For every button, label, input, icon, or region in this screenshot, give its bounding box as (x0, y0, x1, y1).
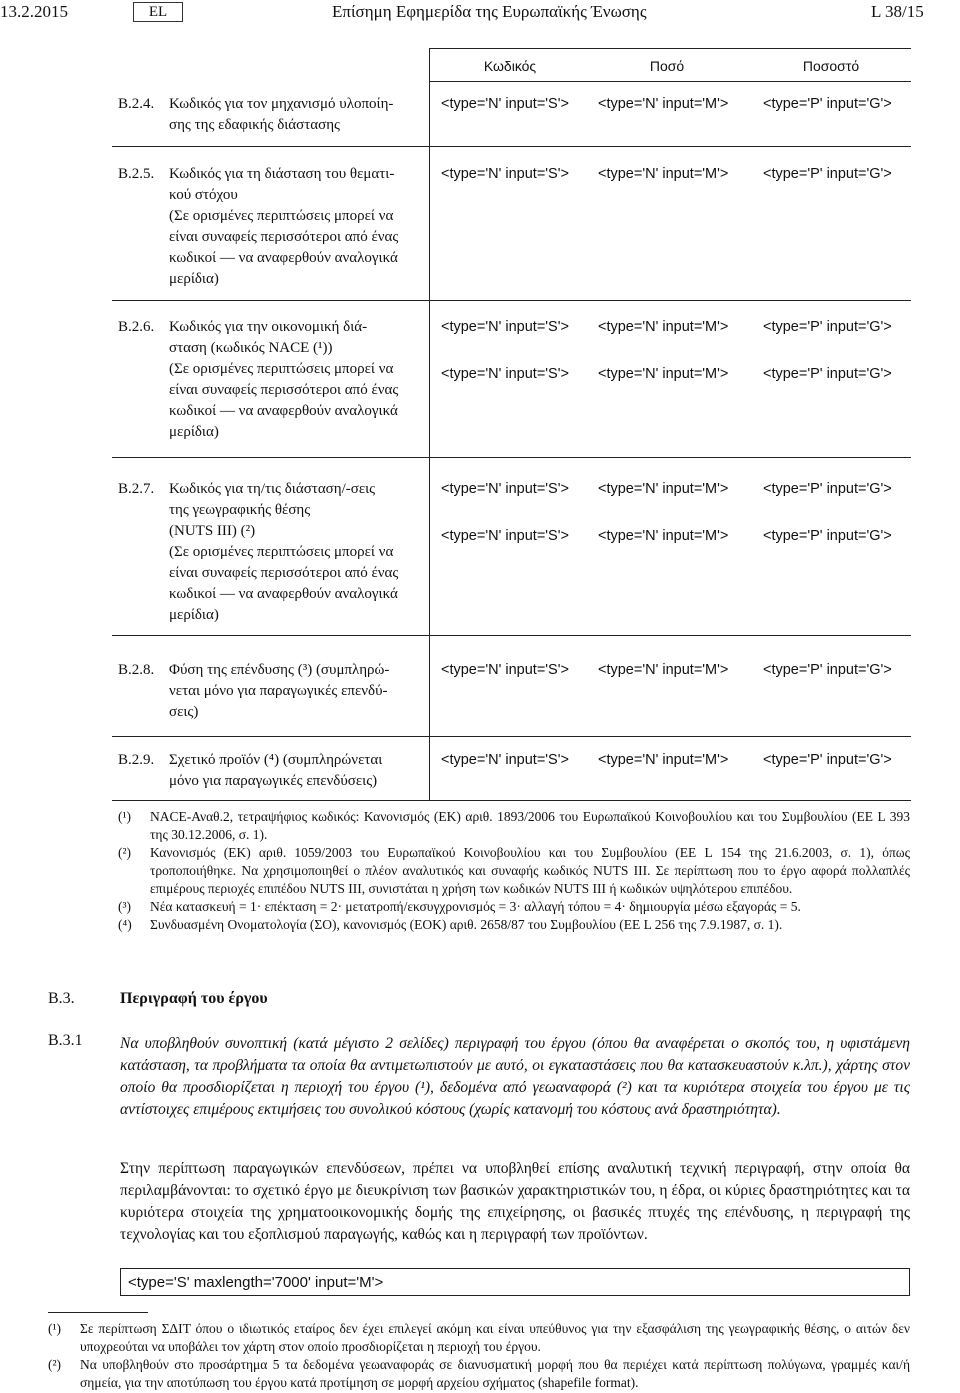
percentage-input[interactable]: <type='P' input='G'> (763, 319, 892, 335)
footnote: (¹) NACE-Αναθ.2, τετραψήφιος κωδικός: Κανονισμός (ΕΚ) αριθ. 1893/2006 του Ευρωπαϊκού Κοινοβουλίου και του Συμβουλίου (ΕΕ L 393 της 30.12.2006, σ. 1). (118, 809, 910, 842)
subsection-number: B.3.1 (48, 1032, 83, 1049)
footnote: (²) Κανονισμός (ΕΚ) αριθ. 1059/2003 του Ευρωπαϊκού Κοινοβουλίου και του Συμβουλίου (ΕΕ L 154 της 21.6.2003, σ. 1), όπως τροποποιήθηκε. Να χρησιμοποιηθεί ο πλέον αναλυτικός και συναφής κωδικός NUTS III. Σε περίπτωση που το έργο αφορά πολλαπλές επιμέρους περιοχές επιπέδου NUTS III, συνιστάται η χρήση των κωδικών NUTS III ή κωδικών υψηλότερου επιπέδου. (118, 845, 910, 896)
amount-input[interactable]: <type='N' input='M'> (598, 752, 729, 768)
percentage-input[interactable]: <type='P' input='G'> (763, 96, 892, 112)
amount-input[interactable]: <type='N' input='M'> (598, 96, 729, 112)
table-bottom-border (112, 800, 911, 801)
row-number: B.2.9. (118, 752, 155, 768)
amount-input[interactable]: <type='N' input='M'> (598, 166, 729, 182)
row-divider (112, 300, 911, 301)
code-input[interactable]: <type='N' input='S'> (441, 662, 569, 678)
row-label: Κωδικός για τον μηχανισμό υλοποίη- σης της εδαφικής διάστασης (169, 96, 394, 133)
column-header-percentage: Ποσοστό (802, 58, 860, 74)
input-field-spec: <type='S' maxlength='7000' input='M'> (128, 1274, 384, 1291)
percentage-input[interactable]: <type='P' input='G'> (763, 528, 892, 544)
table-header-border (429, 81, 911, 82)
column-divider (429, 48, 430, 800)
row-number: B.2.8. (118, 662, 155, 678)
column-header-amount: Ποσό (649, 58, 685, 74)
code-input[interactable]: <type='N' input='S'> (441, 752, 569, 768)
row-label: Κωδικός για την οικονομική διά- σταση (κωδικός NACE (¹)) (Σε ορισμένες περιπτώσεις μπορεί να είναι συναφείς περισσότεροι από ένας κωδικοί — να αναφερθούν αναλογικά μερίδια) (169, 319, 399, 440)
amount-input[interactable]: <type='N' input='M'> (598, 528, 729, 544)
table-top-border (429, 48, 911, 49)
row-number: B.2.4. (118, 96, 155, 112)
publication-date: 13.2.2015 (0, 2, 68, 21)
code-input[interactable]: <type='N' input='S'> (441, 96, 569, 112)
page-footnotes (48, 1320, 910, 1392)
page-reference: L 38/15 (871, 2, 924, 21)
row-divider (112, 635, 911, 636)
amount-input[interactable]: <type='N' input='M'> (598, 662, 729, 678)
footnote-separator (48, 1312, 148, 1313)
footnote: (³) Νέα κατασκευή = 1· επέκταση = 2· μετατροπή/εκσυγχρονισμός = 3· αλλαγή τόπου = 4· δημιουργία μέσω εξαγοράς = 5. (118, 899, 801, 914)
code-input[interactable]: <type='N' input='S'> (441, 319, 569, 335)
code-input[interactable]: <type='N' input='S'> (441, 481, 569, 497)
journal-title: Επίσημη Εφημερίδα της Ευρωπαϊκής Ένωσης (332, 2, 647, 21)
row-label: Φύση της επένδυσης (³) (συμπληρώ- νεται μόνο για παραγωγικές επενδύ- σεις) (169, 662, 390, 720)
percentage-input[interactable]: <type='P' input='G'> (763, 366, 892, 382)
row-number: B.2.7. (118, 481, 155, 497)
table-footnotes (118, 808, 910, 934)
amount-input[interactable]: <type='N' input='M'> (598, 481, 729, 497)
instruction-paragraph: Να υποβληθούν συνοπτική (κατά μέγιστο 2 σελίδες) περιγραφή του έργου (όπου θα αναφέρεται ο σκοπός του, η υφιστάμενη κατάσταση, τα προβλήματα τα οποία θα αντιμετωπιστούν με αυτό, οι εγκαταστάσεις που θα κατασκευαστούν κ.λπ.), χάρτης στον οποίο θα προσδιορίζεται η περιοχή του έργου (¹), δεδομένα από γεωαναφορά (²) και τα κυριότερα στοιχεία του έργου με τις αντίστοιχες επιμέρους εκτιμήσεις του συνολικού κόστους (χωρίς κατανομή του κόστους ανά δραστηριότητα). (120, 1035, 910, 1118)
row-label: Σχετικό προϊόν (⁴) (συμπληρώνεται μόνο για παραγωγικές επενδύσεις) (169, 752, 383, 789)
language-code: EL (133, 2, 183, 22)
description-input-field[interactable] (120, 1268, 910, 1296)
row-label: Κωδικός για τη διάσταση του θεματι- κού στόχου (Σε ορισμένες περιπτώσεις μπορεί να είναι συναφείς περισσότεροι από ένας κωδικοί — να αναφερθούν αναλογικά μερίδια) (169, 166, 399, 287)
amount-input[interactable]: <type='N' input='M'> (598, 319, 729, 335)
row-label: Κωδικός για τη/τις διάσταση/-σεις της γεωγραφικής θέσης (NUTS III) (²) (Σε ορισμένες περιπτώσεις μπορεί να είναι συναφείς περισσότεροι από ένας κωδικοί — να αναφερθούν αναλογικά μερίδια) (169, 481, 399, 623)
row-number: B.2.6. (118, 319, 155, 335)
code-input[interactable]: <type='N' input='S'> (441, 528, 569, 544)
footnote: (⁴) Συνδυασμένη Ονοματολογία (ΣΟ), κανονισμός (ΕΟΚ) αριθ. 2658/87 του Συμβουλίου (ΕΕ L 256 της 7.9.1987, σ. 1). (118, 917, 783, 932)
section-title: Περιγραφή του έργου (120, 990, 268, 1007)
percentage-input[interactable]: <type='P' input='G'> (763, 481, 892, 497)
code-input[interactable]: <type='N' input='S'> (441, 166, 569, 182)
percentage-input[interactable]: <type='P' input='G'> (763, 166, 892, 182)
footnote: (²) Να υποβληθούν στο προσάρτημα 5 τα δεδομένα γεωαναφοράς σε διανυσματική μορφή που θα περιέχει κατά περίπτωση πολύγωνα, γραμμές και/ή σημεία, για την αποτύπωση του έργου κατά προτίμηση σε μορφή αρχείου σχήματος (shapefile format). (48, 1357, 910, 1390)
row-divider (112, 457, 911, 458)
code-input[interactable]: <type='N' input='S'> (441, 366, 569, 382)
row-divider (112, 736, 911, 737)
row-divider (112, 146, 911, 147)
footnote: (¹) Σε περίπτωση ΣΔΙΤ όπου ο ιδιωτικός εταίρος δεν έχει επιλεγεί ακόμη και είναι υπεύθυνος για την εξασφάλιση της γεωγραφικής θέσης, ο αιτών δεν υποχρεούται να υποβάλει τον χάρτη στον οποίο προσδιορίζεται η περιοχή του έργου. (48, 1321, 910, 1354)
section-number: B.3. (48, 990, 75, 1007)
column-header-code: Κωδικός (483, 58, 537, 74)
row-number: B.2.5. (118, 166, 155, 182)
percentage-input[interactable]: <type='P' input='G'> (763, 662, 892, 678)
amount-input[interactable]: <type='N' input='M'> (598, 366, 729, 382)
productive-investment-paragraph: Στην περίπτωση παραγωγικών επενδύσεων, πρέπει να υποβληθεί επίσης αναλυτική τεχνική περιγραφή, στην οποία θα περιλαμβάνονται: το σχετικό έργο με διευκρίνιση των βασικών χαρακτηριστικών του, η έδρα, οι κύριες δραστηριότητες και τα κυριότερα στοιχεία της χρηματοοικονομικής δομής της επιχείρησης, οι βασικές πτυχές της επένδυσης, η περιγραφή της τεχνολογίας και του εξοπλισμού παραγωγής, καθώς και η περιγραφή των προϊόντων. (120, 1160, 910, 1243)
percentage-input[interactable]: <type='P' input='G'> (763, 752, 892, 768)
